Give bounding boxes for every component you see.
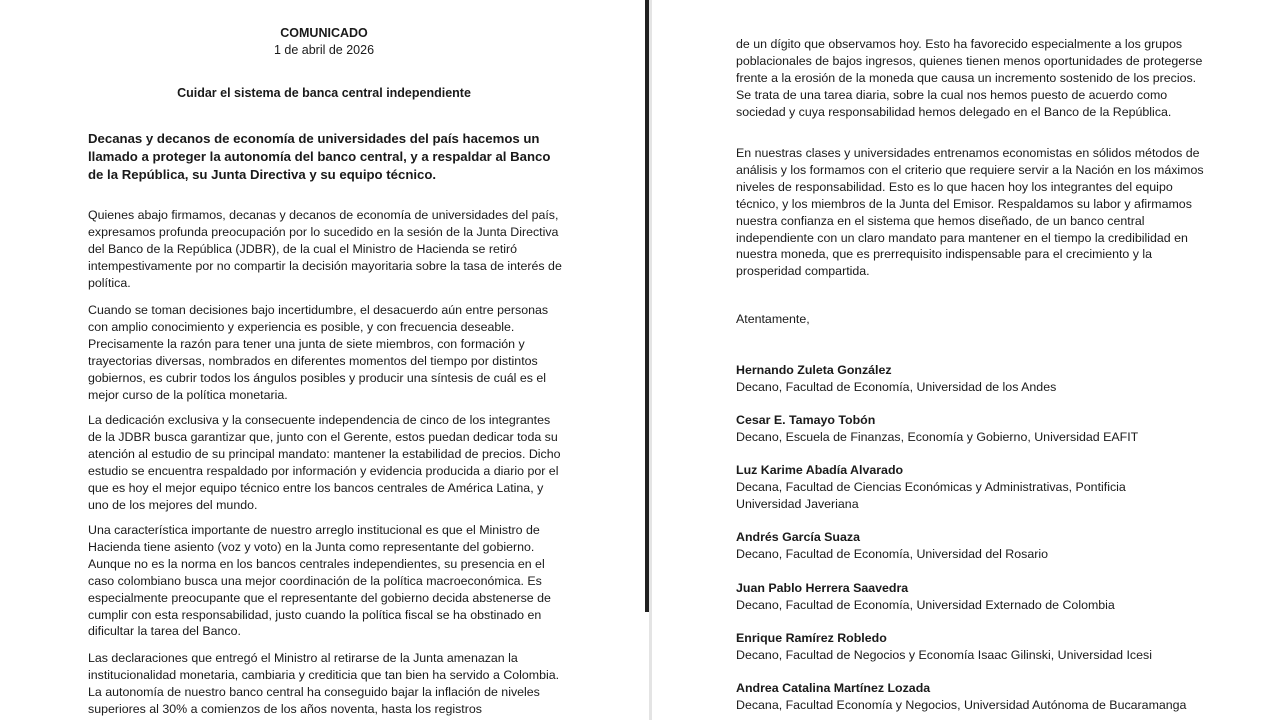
signatory bbox=[736, 580, 1256, 614]
paragraph-7: En nuestras clases y universidades entrenamos economistas en sólidos métodos de análisis y los formamos con el criterio que requiere servir a la Nación en los máximos niveles de responsabilidad. Esto es lo que hacen hoy los integrantes del equipo técnico, y los miembros de la Junta del Emisor. Respaldamos su labor y afirmamos nuestra confianza en el sistema que hemos diseñado, de un banco central independiente con un claro mandato para mantener en el tiempo la credibilidad en nuestra moneda, que es prerrequisito indispensable para el crecimiento y la prosperidad compartida. bbox=[736, 146, 1204, 279]
paragraph-1: Quienes abajo firmamos, decanas y decanos de economía de universidades del país, expresamos profunda preocupación por lo sucedido en la sesión de la Junta Directiva del Banco de la República (JDBR), de la cual el Ministro de Hacienda se retiró intempestivamente por no compartir la decisión mayoritaria sobre la tasa de interés de política. bbox=[88, 208, 562, 290]
signatory-name: Hernando Zuleta González bbox=[736, 363, 892, 377]
signatory-role: Decano, Facultad de Economía, Universidad Externado de Colombia bbox=[736, 597, 1115, 612]
signatory-name: Cesar E. Tamayo Tobón bbox=[736, 413, 876, 427]
signatory-name: Andrea Catalina Martínez Lozada bbox=[736, 681, 931, 695]
document-lead: Decanas y decanos de economía de universidades del país hacemos un llamado a proteger la autonomía del banco central, y a respaldar al Banco de la República, su Junta Directiva y su equipo técnico. bbox=[88, 131, 551, 182]
paragraph-4: Una característica importante de nuestro arreglo institucional es que el Ministro de Hacienda tiene asiento (voz y voto) en la Junta como representante del gobierno. Aunque no es la norma en los bancos centrales independientes, su presencia en el caso colombiano busca una mejor coordinación de la política macroeconómica. Es especialmente preocupante que el representante del gobierno decida abstenerse de cumplir con esta responsabilidad, justo cuando la política fiscal se ha obstinado en dificultar la tarea del Banco. bbox=[88, 523, 551, 639]
document-title: Cuidar el sistema de banca central independiente bbox=[177, 86, 471, 100]
signatory-name: Juan Pablo Herrera Saavedra bbox=[736, 581, 909, 595]
paragraph-5: Las declaraciones que entregó el Ministro al retirarse de la Junta amenazan la institucionalidad monetaria, cambiaria y crediticia que tan bien ha servido a Colombia. La autonomía de nuestro banco central ha conseguido bajar la inflación de niveles superiores al 30% a comienzos de los años noventa, hasta los registros bbox=[88, 651, 560, 716]
signatory-name: Andrés García Suaza bbox=[736, 530, 860, 544]
page-divider-shadow bbox=[649, 0, 652, 720]
document-header-title: COMUNICADO bbox=[280, 26, 368, 40]
signatory-name: Luz Karime Abadía Alvarado bbox=[736, 463, 904, 477]
signatory-role: Decano, Facultad de Negocios y Economía Isaac Gilinski, Universidad Icesi bbox=[736, 647, 1152, 662]
signatory bbox=[736, 412, 1256, 446]
signatory-role: Decano, Facultad de Economía, Universidad de los Andes bbox=[736, 379, 1057, 394]
document-page-right bbox=[656, 0, 1280, 720]
signatory-role: Decana, Facultad de Ciencias Económicas y Administrativas, Pontificia Universidad Javeriana bbox=[736, 479, 1126, 511]
paragraph-6: de un dígito que observamos hoy. Esto ha favorecido especialmente a los grupos poblacionales de bajos ingresos, quienes tienen menos oportunidades de protegerse frente a la erosión de la moneda que causa un incremento sostenido de los precios. Se trata de una tarea diaria, sobre la cual nos hemos puesto de acuerdo como sociedad y cuya responsabilidad hemos delegado en el Banco de la República. bbox=[736, 37, 1203, 119]
signatory bbox=[736, 680, 1256, 714]
signatory-name: Enrique Ramírez Robledo bbox=[736, 631, 887, 645]
signatory bbox=[736, 630, 1256, 664]
signatory bbox=[736, 362, 1256, 396]
document-date: 1 de abril de 2026 bbox=[273, 43, 375, 57]
signatory-role: Decano, Facultad de Economía, Universidad del Rosario bbox=[736, 546, 1048, 561]
paragraph-2: Cuando se toman decisiones bajo incertidumbre, el desacuerdo aún entre personas con amplio conocimiento y experiencia es posible, y con frecuencia deseable. Precisamente la razón para tener una junta de siete miembros, con formación y trayectorias diversas, nombrados en diferentes momentos del tiempo por distintos gobiernos, es cubrir todos los ángulos posibles y producir una síntesis de cuál es el mejor curso de la política monetaria. bbox=[88, 303, 549, 402]
closing-salutation: Atentamente, bbox=[736, 312, 810, 326]
signatory-role: Decana, Facultad Economía y Negocios, Universidad Autónoma de Bucaramanga bbox=[736, 697, 1187, 712]
signatory bbox=[736, 462, 1141, 513]
paragraph-3: La dedicación exclusiva y la consecuente independencia de cinco de los integrantes de la JDBR busca garantizar que, junto con el Gerente, estos puedan dedicar toda su atención al estudio de su principal mandato: mantener la estabilidad de precios. Dicho estudio se encuentra respaldado por información y evidencia producida a diario por el que es hoy el mejor equipo técnico entre los bancos centrales de América Latina, y uno de los mejores del mundo. bbox=[88, 413, 561, 512]
signatory bbox=[736, 529, 1256, 563]
signatory-role: Decano, Escuela de Finanzas, Economía y Gobierno, Universidad EAFIT bbox=[736, 429, 1139, 444]
